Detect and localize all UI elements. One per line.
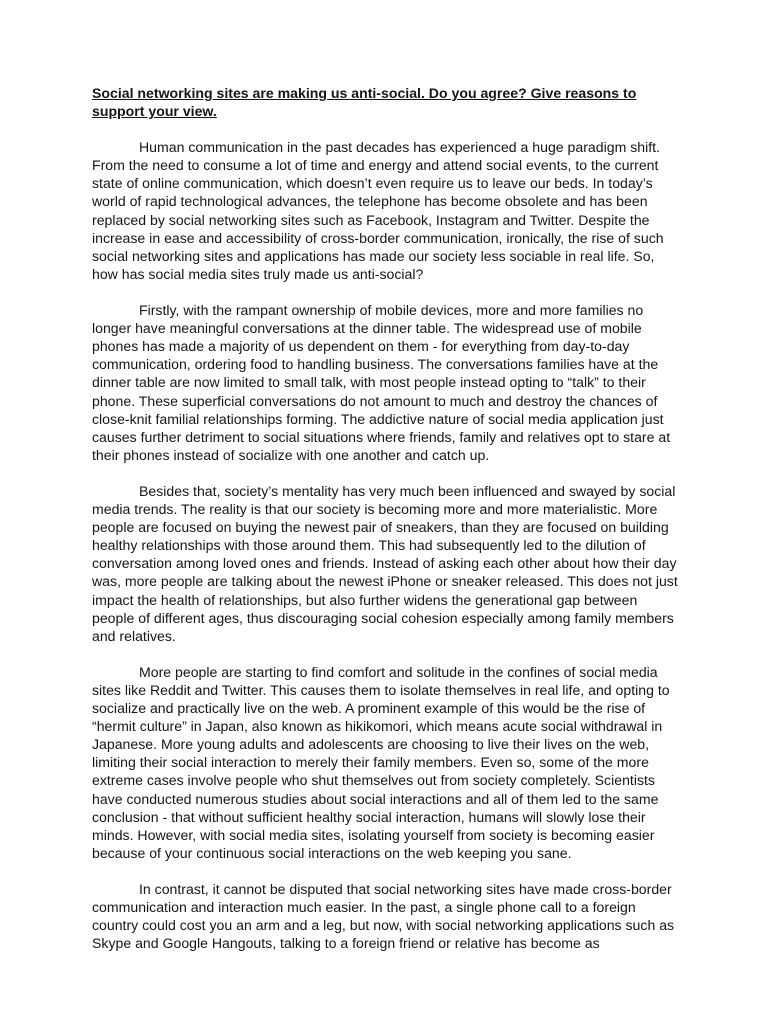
- paragraph-counterpoint: In contrast, it cannot be disputed that social networking sites have made cross-border communication and interaction much easier. In the past, a single phone call to a foreign country could cost you an arm and a leg, but now, with social networking applications such as Skype and Google Hangouts, talking to a foreign friend or relative has become as: [92, 881, 675, 952]
- essay-body: [92, 84, 678, 952]
- essay-title: Social networking sites are making us anti-social. Do you agree? Give reasons to support your view.: [92, 85, 637, 120]
- paragraph-social-media-trends: Besides that, society’s mentality has very much been influenced and swayed by social media trends. The reality is that our society is becoming more and more materialistic. More people are focused on buying the newest pair of sneakers, than they are focused on building healthy relationships with those around them. This had subsequently led to the dilution of conversation among loved ones and friends. Instead of asking each other about how their day was, more people are talking about the newest iPhone or sneaker released. This does not just impact the health of relationships, but also further widens the generational gap between people of different ages, thus discouraging social cohesion especially among family members and relatives.: [92, 482, 678, 644]
- paragraph-mobile-devices: Firstly, with the rampant ownership of mobile devices, more and more families no longer have meaningful conversations at the dinner table. The widespread use of mobile phones has made a majority of us dependent on them - for everything from day-to-day communication, ordering food to handling business. The conversations families have at the dinner table are now limited to small talk, with most people instead opting to “talk” to their phone. These superficial conversations do not amount to much and destroy the chances of close-knit familial relationships forming. The addictive nature of social media application just causes further detriment to social situations where friends, family and relatives opt to stare at their phones instead of socialize with one another and catch up.: [92, 302, 671, 463]
- paragraph-introduction: Human communication in the past decades has experienced a huge paradigm shift. From the need to consume a lot of time and energy and attend social events, to the current state of online communication, which doesn’t even require us to leave our beds. In today’s world of rapid technological advances, the telephone has become obsolete and has been replaced by social networking sites such as Facebook, Instagram and Twitter. Despite the increase in ease and accessibility of cross-border communication, ironically, the rise of such social networking sites and applications has made our society less sociable in real life. So, how has social media sites truly made us anti-social?: [92, 139, 664, 282]
- paragraph-isolation: More people are starting to find comfort and solitude in the confines of social media sites like Reddit and Twitter. This causes them to isolate themselves in real life, and opting to socialize and practically live on the web. A prominent example of this would be the rise of “hermit culture” in Japan, also known as hikikomori, which means acute social withdrawal in Japanese. More young adults and adolescents are choosing to live their lives on the web, limiting their social interaction to merely their family members. Even so, some of the more extreme cases involve people who shut themselves out from society completely. Scientists have conducted numerous studies about social interactions and all of them led to the same conclusion - that without sufficient healthy social interaction, humans will slowly lose their minds. However, with social media sites, isolating yourself from society is becoming easier because of your continuous social interactions on the web keeping you sane.: [92, 663, 670, 861]
